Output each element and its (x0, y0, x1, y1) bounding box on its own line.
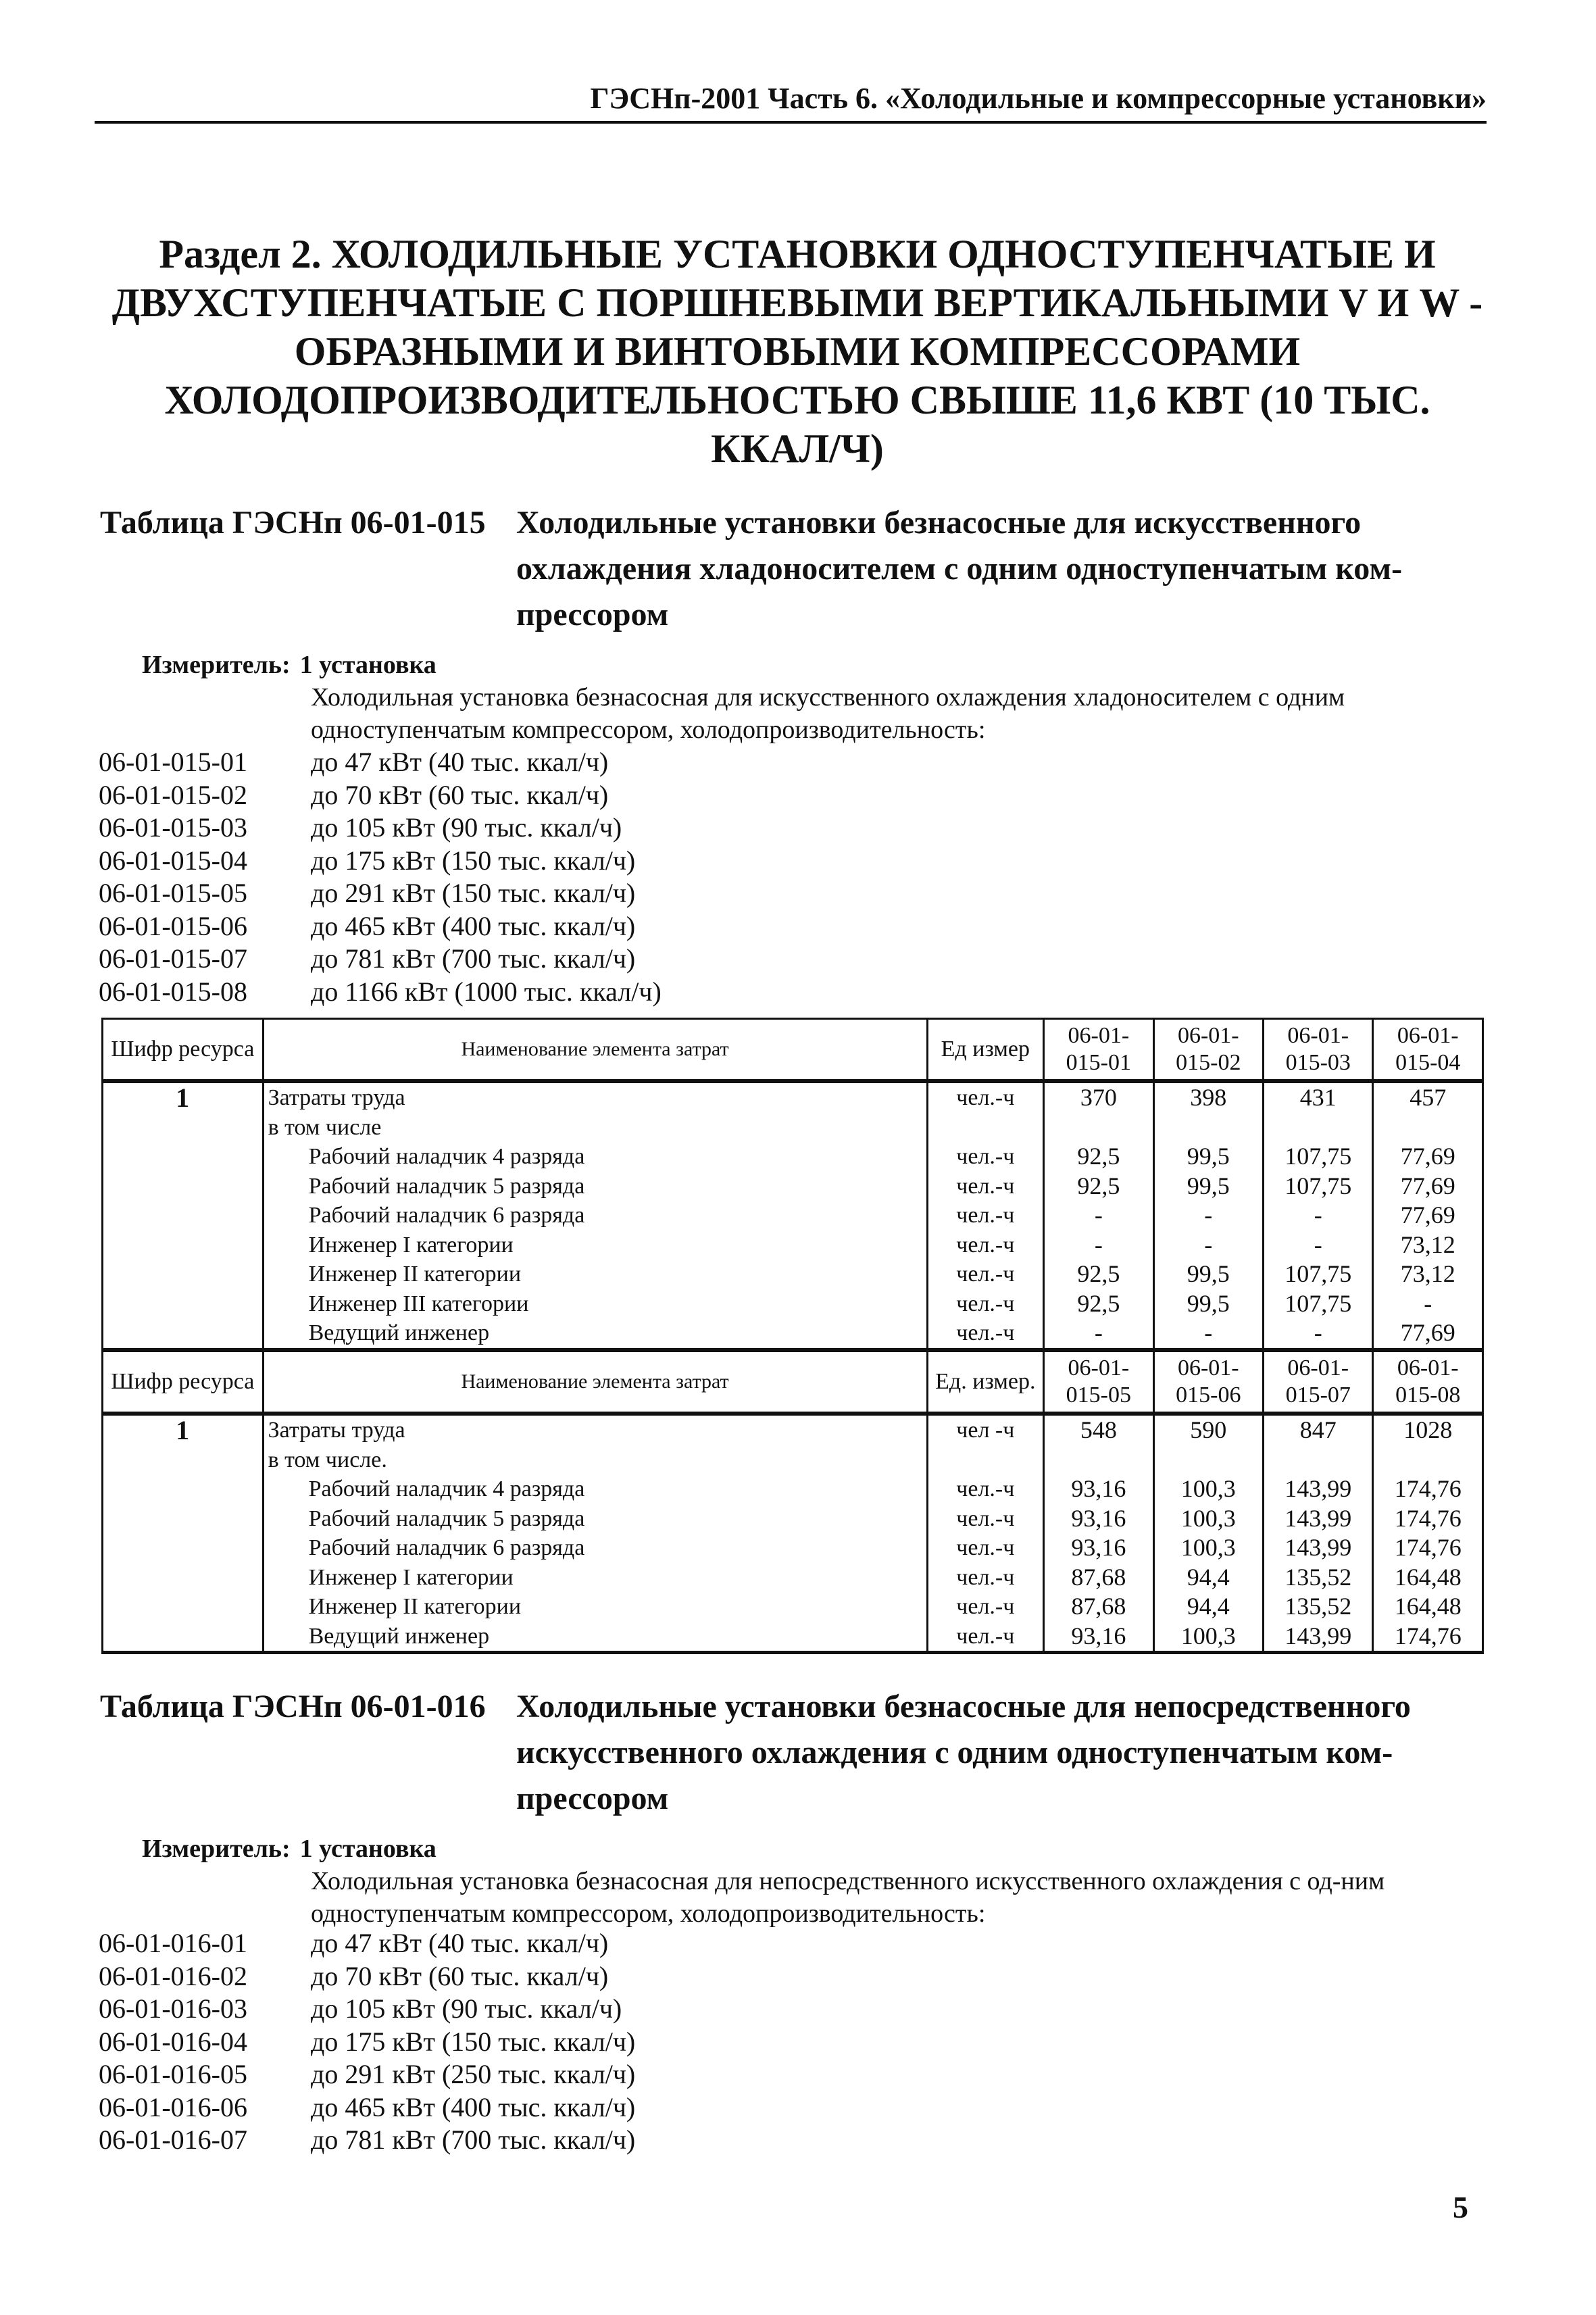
value-cell: 77,69 (1373, 1172, 1483, 1201)
unit-cell: чел.-ч (927, 1533, 1044, 1563)
value-cell: 143,99 (1264, 1533, 1373, 1563)
value-cell: 174,76 (1373, 1533, 1483, 1563)
value-cell (1153, 1445, 1263, 1475)
table-016-title (100, 1684, 1519, 1822)
value-cell: 1028 (1373, 1414, 1483, 1445)
table-body (103, 1414, 1483, 1653)
table-row (103, 1414, 1483, 1445)
value-cell: 99,5 (1153, 1142, 1263, 1172)
table-row (103, 1445, 1483, 1475)
value-cell: 92,5 (1044, 1260, 1153, 1289)
item-code: 06-01-015-06 (99, 910, 247, 941)
value-cell: 100,3 (1153, 1533, 1263, 1563)
meter-value: 1 установка (299, 1835, 437, 1863)
value-cell: 93,16 (1044, 1533, 1153, 1563)
table-body (103, 1081, 1483, 1349)
table-row (103, 1201, 1483, 1230)
meter-value: 1 установка (299, 651, 437, 679)
table-015-title-lead: Таблица ГЭСНп 06-01-015 (100, 505, 486, 541)
unit-cell: чел.-ч (927, 1142, 1044, 1172)
item-code: 06-01-016-04 (99, 2026, 247, 2057)
value-cell: 548 (1044, 1414, 1153, 1445)
item-code: 06-01-015-03 (99, 812, 247, 843)
cost-element-cell: Рабочий наладчик 5 разряда (263, 1504, 927, 1534)
item-capacity: до 47 кВт (40 тыс. ккал/ч) (311, 1928, 609, 1958)
table-row (103, 1318, 1483, 1349)
value-cell: 143,99 (1264, 1474, 1373, 1504)
value-cell: 77,69 (1373, 1201, 1483, 1230)
value-cell: 398 (1153, 1081, 1263, 1113)
resource-code-cell (103, 1318, 264, 1349)
value-cell: 77,69 (1373, 1142, 1483, 1172)
unit-cell: чел.-ч (927, 1563, 1044, 1593)
value-cell: 174,76 (1373, 1474, 1483, 1504)
resource-code-cell (103, 1201, 264, 1230)
table-row (103, 1081, 1483, 1113)
table-015-title-rest: Холодильные установки безнасосные для искусственного охлаждения хладоносителем с одним одноступенчатым ком-прессором (516, 505, 1403, 632)
code-list-item (99, 812, 662, 845)
cost-element-cell: Инженер III категории (263, 1289, 927, 1319)
item-capacity: до 175 кВт (150 тыс. ккал/ч) (311, 2026, 636, 2057)
item-code: 06-01-015-02 (99, 779, 247, 810)
value-cell: - (1373, 1289, 1483, 1319)
resource-code-cell (103, 1622, 264, 1653)
value-cell (1044, 1113, 1153, 1143)
table-header-row (103, 1019, 1483, 1082)
cost-element-cell: Рабочий наладчик 4 разряда (263, 1142, 927, 1172)
value-cell (1264, 1445, 1373, 1475)
item-capacity: до 781 кВт (700 тыс. ккал/ч) (311, 2124, 636, 2155)
value-cell: 164,48 (1373, 1592, 1483, 1622)
item-capacity: до 1166 кВт (1000 тыс. ккал/ч) (311, 976, 662, 1007)
table-header-row (103, 1351, 1483, 1414)
table-row (103, 1474, 1483, 1504)
cost-element-cell: в том числе (263, 1113, 927, 1143)
cost-element-cell: Инженер II категории (263, 1260, 927, 1289)
header-resource-code: Шифр ресурса (103, 1351, 264, 1414)
item-capacity: до 465 кВт (400 тыс. ккал/ч) (311, 910, 636, 941)
code-list-item (99, 1993, 635, 2026)
cost-element-cell: Рабочий наладчик 6 разряда (263, 1533, 927, 1563)
unit-cell: чел.-ч (927, 1260, 1044, 1289)
header-unit: Ед. измер. (927, 1351, 1044, 1414)
resource-code-cell (103, 1533, 264, 1563)
table-row (103, 1113, 1483, 1143)
value-cell: 93,16 (1044, 1504, 1153, 1534)
table-016-meter (142, 1833, 1493, 1865)
item-capacity: до 105 кВт (90 тыс. ккал/ч) (311, 812, 622, 843)
header-col: 06-01-015-01 (1044, 1019, 1153, 1082)
code-list-item (99, 877, 662, 910)
value-cell: 94,4 (1153, 1563, 1263, 1593)
value-cell: 100,3 (1153, 1622, 1263, 1653)
header-col: 06-01-015-03 (1264, 1019, 1373, 1082)
value-cell: 99,5 (1153, 1289, 1263, 1319)
code-list-item (99, 976, 662, 1009)
resource-code-cell: 1 (103, 1081, 264, 1113)
unit-cell (927, 1445, 1044, 1475)
resource-code-cell (103, 1563, 264, 1593)
value-cell: 73,12 (1373, 1230, 1483, 1260)
value-cell: 143,99 (1264, 1504, 1373, 1534)
item-capacity: до 47 кВт (40 тыс. ккал/ч) (311, 747, 609, 777)
value-cell: 92,5 (1044, 1172, 1153, 1201)
unit-cell: чел.-ч (927, 1504, 1044, 1534)
value-cell (1373, 1113, 1483, 1143)
running-head: ГЭСНп-2001 Часть 6. «Холодильные и компрессорные установки» (95, 81, 1487, 124)
item-code: 06-01-016-02 (99, 1960, 247, 1991)
item-capacity: до 70 кВт (60 тыс. ккал/ч) (311, 1960, 609, 1991)
unit-cell (927, 1113, 1044, 1143)
item-code: 06-01-015-04 (99, 845, 247, 876)
header-col: 06-01-015-07 (1264, 1351, 1373, 1414)
item-code: 06-01-016-03 (99, 1993, 247, 2024)
cost-element-cell: Инженер I категории (263, 1230, 927, 1260)
section-title-line: Раздел 2. ХОЛОДИЛЬНЫЕ УСТАНОВКИ ОДНОСТУПЕНЧАТЫЕ И (159, 232, 1436, 276)
value-cell: - (1044, 1201, 1153, 1230)
code-list-item (99, 845, 662, 878)
header-cost-element: Наименование элемента затрат (263, 1019, 927, 1082)
value-cell (1264, 1113, 1373, 1143)
item-code: 06-01-015-07 (99, 943, 247, 974)
value-cell: 107,75 (1264, 1172, 1373, 1201)
value-cell: 92,5 (1044, 1289, 1153, 1319)
table-row (103, 1533, 1483, 1563)
value-cell: 73,12 (1373, 1260, 1483, 1289)
resource-code-cell (103, 1260, 264, 1289)
cost-element-cell: Инженер I категории (263, 1563, 927, 1593)
value-cell: 164,48 (1373, 1563, 1483, 1593)
value-cell (1373, 1445, 1483, 1475)
value-cell: - (1044, 1318, 1153, 1349)
code-list-item (99, 746, 662, 779)
cost-element-cell: в том числе. (263, 1445, 927, 1475)
unit-cell: чел.-ч (927, 1230, 1044, 1260)
resource-code-cell (103, 1289, 264, 1319)
value-cell: 100,3 (1153, 1504, 1263, 1534)
item-capacity: до 781 кВт (700 тыс. ккал/ч) (311, 943, 636, 974)
value-cell: 107,75 (1264, 1142, 1373, 1172)
code-list-item (99, 2091, 635, 2124)
item-capacity: до 175 кВт (150 тыс. ккал/ч) (311, 845, 636, 876)
table-015-code-list (99, 746, 662, 1008)
table-016-title-rest: Холодильные установки безнасосные для непосредственного искусственного охлаждения с одним одноступенчатым ком-прессором (516, 1689, 1411, 1816)
cost-element-cell: Затраты труда (263, 1081, 927, 1113)
item-code: 06-01-015-08 (99, 976, 247, 1007)
table-016-code-list (99, 1927, 635, 2157)
section-title (101, 230, 1493, 473)
cost-element-cell: Рабочий наладчик 4 разряда (263, 1474, 927, 1504)
item-code: 06-01-015-01 (99, 747, 247, 777)
table-row (103, 1260, 1483, 1289)
value-cell: 135,52 (1264, 1592, 1373, 1622)
code-list-item (99, 779, 662, 812)
value-cell (1044, 1445, 1153, 1475)
value-cell: 135,52 (1264, 1563, 1373, 1593)
cost-element-cell: Инженер II категории (263, 1592, 927, 1622)
table-row (103, 1230, 1483, 1260)
table-015-title (100, 500, 1519, 638)
table-015-grid-b (101, 1350, 1484, 1654)
resource-code-cell (103, 1172, 264, 1201)
value-cell: 99,5 (1153, 1260, 1263, 1289)
unit-cell: чел.-ч (927, 1081, 1044, 1113)
table-row (103, 1563, 1483, 1593)
header-cost-element: Наименование элемента затрат (263, 1351, 927, 1414)
value-cell: 100,3 (1153, 1474, 1263, 1504)
meter-label: Измеритель: (142, 651, 291, 679)
unit-cell: чел.-ч (927, 1474, 1044, 1504)
resource-code-cell (103, 1445, 264, 1475)
resource-code-cell (103, 1113, 264, 1143)
value-cell: 107,75 (1264, 1260, 1373, 1289)
code-list-item (99, 2058, 635, 2091)
value-cell (1153, 1113, 1263, 1143)
unit-cell: чел.-ч (927, 1289, 1044, 1319)
value-cell: 590 (1153, 1414, 1263, 1445)
header-col: 06-01-015-04 (1373, 1019, 1483, 1082)
value-cell: - (1044, 1230, 1153, 1260)
item-capacity: до 105 кВт (90 тыс. ккал/ч) (311, 1993, 622, 2024)
header-resource-code: Шифр ресурса (103, 1019, 264, 1082)
value-cell: 457 (1373, 1081, 1483, 1113)
section-title-line: ХОЛОДОПРОИЗВОДИТЕЛЬНОСТЬЮ СВЫШЕ 11,6 КВТ (10 ТЫС. (164, 378, 1430, 422)
resource-code-cell (103, 1142, 264, 1172)
value-cell: 143,99 (1264, 1622, 1373, 1653)
value-cell: - (1264, 1230, 1373, 1260)
value-cell: 77,69 (1373, 1318, 1483, 1349)
resource-code-cell (103, 1504, 264, 1534)
code-list-item (99, 1960, 635, 1993)
value-cell: - (1153, 1230, 1263, 1260)
cost-element-cell: Затраты труда (263, 1414, 927, 1445)
unit-cell: чел.-ч (927, 1201, 1044, 1230)
section-title-line: ДВУХСТУПЕНЧАТЫЕ С ПОРШНЕВЫМИ ВЕРТИКАЛЬНЫМИ V И W - (111, 280, 1483, 325)
value-cell: - (1153, 1201, 1263, 1230)
item-capacity: до 291 кВт (150 тыс. ккал/ч) (311, 878, 636, 908)
header-col: 06-01-015-05 (1044, 1351, 1153, 1414)
value-cell: 107,75 (1264, 1289, 1373, 1319)
item-code: 06-01-016-01 (99, 1928, 247, 1958)
table-015-grid-a (101, 1018, 1484, 1351)
header-col: 06-01-015-08 (1373, 1351, 1483, 1414)
unit-cell: чел.-ч (927, 1622, 1044, 1653)
cost-element-cell: Ведущий инженер (263, 1318, 927, 1349)
code-list-item (99, 2124, 635, 2157)
item-code: 06-01-016-07 (99, 2124, 247, 2155)
value-cell: - (1264, 1201, 1373, 1230)
item-code: 06-01-016-06 (99, 2091, 247, 2122)
value-cell: 431 (1264, 1081, 1373, 1113)
value-cell: 847 (1264, 1414, 1373, 1445)
code-list-item (99, 910, 662, 943)
item-capacity: до 291 кВт (250 тыс. ккал/ч) (311, 2059, 636, 2089)
value-cell: 92,5 (1044, 1142, 1153, 1172)
table-row (103, 1592, 1483, 1622)
page-number: 5 (1453, 2190, 1468, 2224)
section-title-line: ОБРАЗНЫМИ И ВИНТОВЫМИ КОМПРЕССОРАМИ (294, 329, 1301, 374)
unit-cell: чел -ч (927, 1414, 1044, 1445)
item-code: 06-01-015-05 (99, 878, 247, 908)
value-cell: 99,5 (1153, 1172, 1263, 1201)
unit-cell: чел.-ч (927, 1318, 1044, 1349)
section-title-line: ККАЛ/Ч) (711, 426, 884, 471)
cost-element-cell: Рабочий наладчик 5 разряда (263, 1172, 927, 1201)
code-list-item (99, 943, 662, 976)
code-list-item (99, 1927, 635, 1960)
value-cell: - (1153, 1318, 1263, 1349)
table-015-meter (142, 649, 1493, 681)
meter-label: Измеритель: (142, 1835, 291, 1863)
header-unit: Ед измер (927, 1019, 1044, 1082)
value-cell: 93,16 (1044, 1622, 1153, 1653)
value-cell: 174,76 (1373, 1622, 1483, 1653)
value-cell: - (1264, 1318, 1373, 1349)
item-code: 06-01-016-05 (99, 2059, 247, 2089)
resource-code-cell (103, 1474, 264, 1504)
resource-code-cell (103, 1230, 264, 1260)
value-cell: 94,4 (1153, 1592, 1263, 1622)
value-cell: 87,68 (1044, 1592, 1153, 1622)
value-cell: 174,76 (1373, 1504, 1483, 1534)
resource-code-cell (103, 1592, 264, 1622)
unit-cell: чел.-ч (927, 1592, 1044, 1622)
resource-code-cell: 1 (103, 1414, 264, 1445)
code-list-item (99, 2026, 635, 2059)
value-cell: 87,68 (1044, 1563, 1153, 1593)
item-capacity: до 70 кВт (60 тыс. ккал/ч) (311, 779, 609, 810)
cost-element-cell: Рабочий наладчик 6 разряда (263, 1201, 927, 1230)
table-row (103, 1622, 1483, 1653)
table-016-title-lead: Таблица ГЭСНп 06-01-016 (100, 1689, 486, 1724)
table-015-description: Холодильная установка безнасосная для искусственного охлаждения хладоносителем с одним одноступенчатым компрессором, холодопроизводительность: (311, 683, 1345, 744)
table-row (103, 1172, 1483, 1201)
table-row (103, 1289, 1483, 1319)
header-col: 06-01-015-06 (1153, 1351, 1263, 1414)
item-capacity: до 465 кВт (400 тыс. ккал/ч) (311, 2091, 636, 2122)
header-col: 06-01-015-02 (1153, 1019, 1263, 1082)
value-cell: 370 (1044, 1081, 1153, 1113)
table-016-description: Холодильная установка безнасосная для непосредственного искусственного охлаждения с од-ним одноступенчатым компрессором, холодопроизводительность: (311, 1867, 1385, 1928)
value-cell: 93,16 (1044, 1474, 1153, 1504)
table-row (103, 1142, 1483, 1172)
table-row (103, 1504, 1483, 1534)
cost-element-cell: Ведущий инженер (263, 1622, 927, 1653)
unit-cell: чел.-ч (927, 1172, 1044, 1201)
